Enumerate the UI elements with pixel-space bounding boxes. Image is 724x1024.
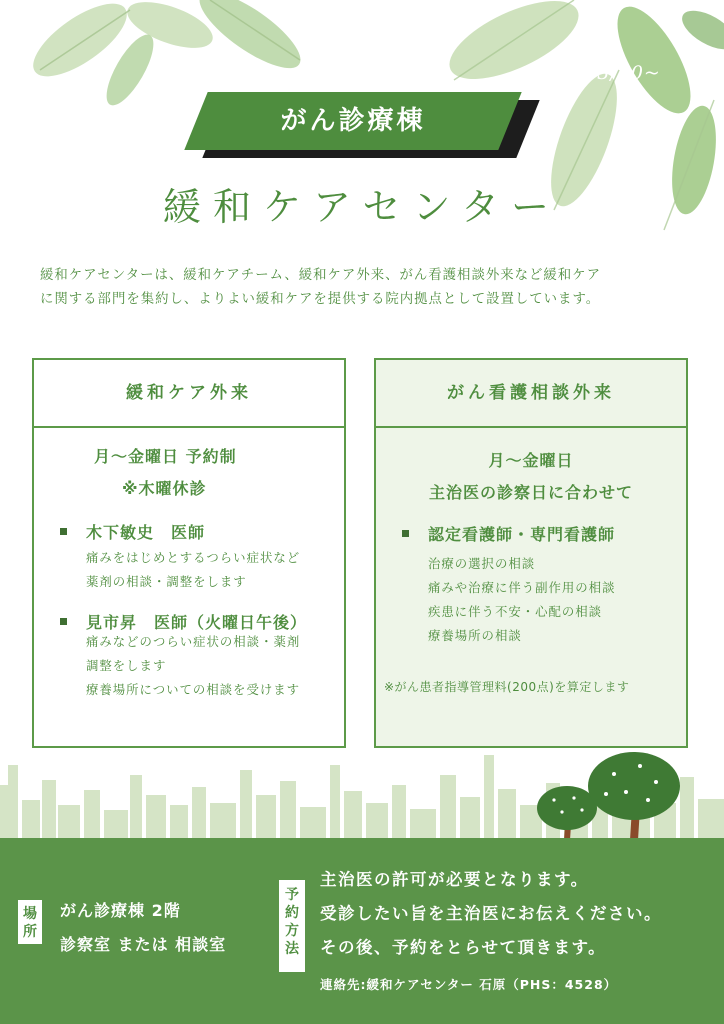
page-subtitle: 緩和ケアセンター	[162, 185, 562, 229]
bullet-icon	[402, 530, 409, 537]
intro-line-2: に関する部門を集約し、よりよい緩和ケアを提供する院内拠点として設置しています。	[40, 292, 601, 307]
doctor-2-line-1: 痛みなどのつらい症状の相談・薬剤	[86, 634, 301, 649]
method-line-2: 受診したい旨を主治医にお伝えください。	[320, 904, 662, 923]
palliative-outpatient-box	[32, 358, 346, 748]
doctor-2-line-2: 調整をします	[86, 658, 167, 673]
banner-title: がん診療棟	[280, 106, 426, 136]
date-label: 2023/10~	[558, 62, 661, 84]
place-line-2: 診察室 または 相談室	[60, 935, 227, 954]
nursing-consult-title: がん看護相談外来	[376, 360, 686, 428]
nursing-consult-box	[374, 358, 688, 748]
consult-item-4: 療養場所の相談	[428, 628, 522, 643]
method-label-text: 予約方法	[285, 887, 299, 957]
right-schedule-2: 主治医の診察日に合わせて	[428, 483, 633, 502]
place-label	[18, 900, 42, 944]
contact-info: 連絡先:緩和ケアセンター 石原（PHS：4528）	[320, 977, 618, 992]
bullet-icon	[60, 618, 67, 625]
method-line-3: その後、予約をとらせて頂きます。	[320, 938, 607, 957]
intro-text	[40, 264, 688, 312]
palliative-outpatient-title: 緩和ケア外来	[34, 360, 344, 428]
method-line-1: 主治医の許可が必要となります。	[320, 870, 589, 889]
fee-note: ※がん患者指導管理料(200点)を算定します	[384, 680, 630, 694]
bullet-icon	[60, 528, 67, 535]
tree-illustration	[530, 748, 700, 848]
right-schedule-1: 月～金曜日	[488, 451, 574, 470]
intro-line-1: 緩和ケアセンターは、緩和ケアチーム、緩和ケア外来、がん看護相談外来など緩和ケア	[40, 268, 601, 283]
staff-title: 認定看護師・専門看護師	[428, 525, 616, 544]
consult-item-1: 治療の選択の相談	[428, 556, 536, 571]
consult-item-2: 痛みや治療に伴う副作用の相談	[428, 580, 616, 595]
doctor-2-name: 見市昇 医師（火曜日午後）	[86, 613, 308, 632]
doctor-2-line-3: 療養場所についての相談を受けます	[86, 682, 301, 697]
consult-item-3: 疾患に伴う不安・心配の相談	[428, 604, 603, 619]
place-line-1: がん診療棟 2階	[60, 901, 181, 920]
left-schedule-1: 月～金曜日 予約制	[94, 447, 237, 466]
method-label	[279, 880, 305, 972]
doctor-1-name: 木下敏史 医師	[86, 523, 206, 542]
place-label-text: 場所	[23, 906, 37, 940]
doctor-1-line-2: 薬剤の相談・調整をします	[86, 574, 247, 589]
doctor-1-line-1: 痛みをはじめとするつらい症状など	[86, 550, 301, 565]
left-schedule-2: ※木曜休診	[122, 479, 207, 498]
